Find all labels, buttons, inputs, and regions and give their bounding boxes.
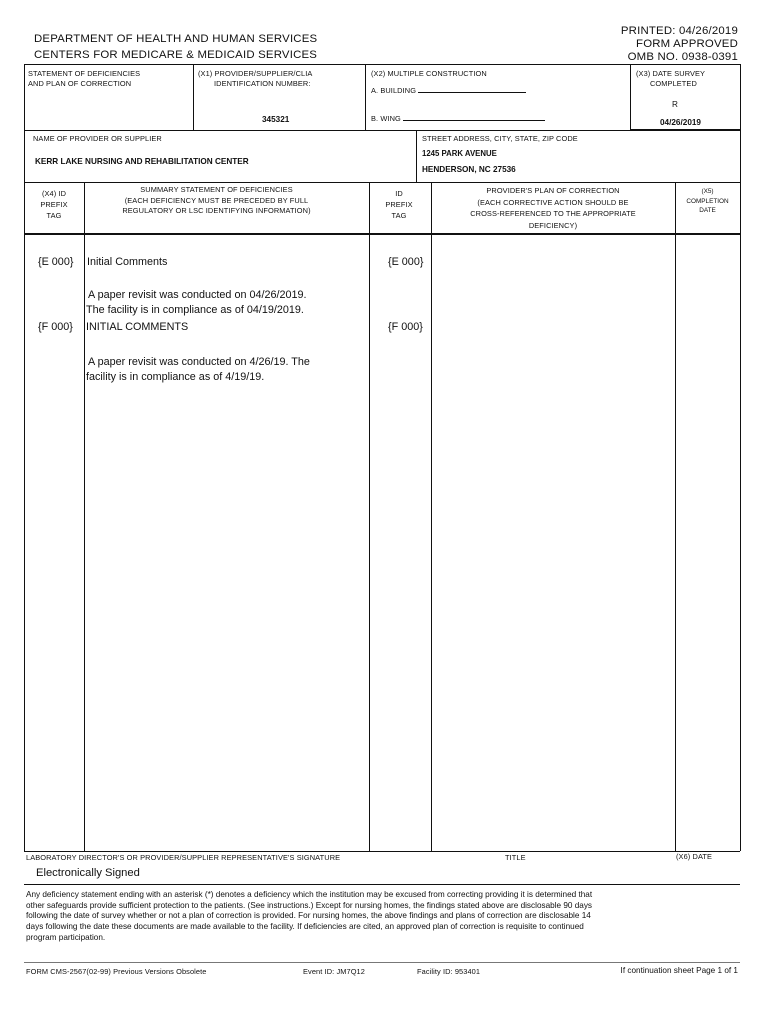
x4-header-line2: PREFIX [40, 200, 68, 209]
col-divider-1 [84, 182, 85, 851]
plan-header-line4: DEFICIENCY) [528, 220, 578, 230]
city-state-zip: HENDERSON, NC 27536 [422, 165, 516, 174]
provider-name-label: NAME OF PROVIDER OR SUPPLIER [33, 134, 162, 143]
plan-header-line3: CROSS-REFERENCED TO THE APPROPRIATE [470, 209, 636, 218]
plan-header-line1: PROVIDER'S PLAN OF CORRECTION [486, 186, 620, 195]
x1-label-line1: (X1) PROVIDER/SUPPLIER/CLIA [198, 69, 313, 78]
wing-text: B. WING [371, 114, 401, 123]
continuation-sheet: If continuation sheet Page 1 of 1 [620, 966, 738, 975]
disclaimer-line1: Any deficiency statement ending with an asterisk (*) denotes a deficiency which the institution may be excused from correcting providing it is determined that [26, 890, 593, 899]
event-id: Event ID: JM7Q12 [303, 967, 365, 976]
id-header-line3: TAG [391, 211, 407, 220]
facility-id: Facility ID: 953401 [417, 967, 481, 976]
id-prefix-header [369, 188, 429, 221]
x5-header-line2: COMPLETION [686, 197, 729, 205]
street-address: 1245 PARK AVENUE [422, 149, 497, 158]
printed-date: PRINTED: 04/26/2019 [620, 25, 738, 37]
x5-header-line3: DATE [699, 207, 716, 214]
x2-building-label [371, 86, 526, 95]
id-header-line1: ID [395, 189, 403, 198]
x5-header [675, 187, 740, 216]
provider-divider [416, 130, 417, 182]
right-border [740, 64, 741, 851]
summary-header-line3: REGULATORY OR LSC IDENTIFYING INFORMATION) [122, 206, 311, 215]
column-header-bottom [24, 233, 740, 235]
agency-name-line1: DEPARTMENT OF HEALTH AND HUMAN SERVICES [34, 33, 318, 45]
provider-block-bottom [24, 182, 740, 183]
wing-blank [403, 120, 545, 121]
plan-header-line2: (EACH CORRECTIVE ACTION SHOULD BE [477, 197, 629, 207]
entry-title-f000: INITIAL COMMENTS [86, 321, 189, 333]
title-label: TITLE [505, 853, 526, 862]
date-label: (X6) DATE [676, 852, 713, 861]
entry-text-e000-line1: A paper revisit was conducted on 04/26/2019. [88, 289, 307, 301]
x4-header-line3: TAG [46, 211, 62, 220]
id-block-bottom [24, 130, 740, 131]
entry-tag-f000: {F 000} [38, 321, 73, 333]
divider-x1 [193, 64, 194, 130]
entry-right-tag-f000: {F 000} [388, 321, 423, 333]
entry-title-e000: Initial Comments [87, 256, 168, 268]
top-border [24, 64, 740, 65]
x4-header [24, 188, 84, 221]
summary-header-line1: SUMMARY STATEMENT OF DEFICIENCIES [140, 185, 293, 194]
address-label: STREET ADDRESS, CITY, STATE, ZIP CODE [422, 134, 578, 143]
entry-tag-e000: {E 000} [38, 256, 74, 268]
col-divider-3 [431, 182, 432, 851]
x5-header-line1: (X5) [701, 188, 714, 195]
x3-label-line1: (X3) DATE SURVEY [636, 69, 706, 78]
col-divider-4 [675, 182, 676, 851]
x4-header-line1: (X4) ID [41, 189, 67, 198]
signature-value: Electronically Signed [36, 867, 140, 879]
x2-label: (X2) MULTIPLE CONSTRUCTION [371, 69, 487, 78]
footer-rule [24, 962, 740, 963]
provider-id-number: 345321 [262, 115, 290, 124]
entry-text-e000-line2: The facility is in compliance as of 04/19/2019. [86, 304, 304, 316]
building-text: A. BUILDING [371, 86, 417, 95]
statement-label-line2: AND PLAN OF CORRECTION [28, 79, 132, 88]
provider-name: KERR LAKE NURSING AND REHABILITATION CENTER [35, 157, 249, 166]
agency-name-line2: CENTERS FOR MEDICARE & MEDICAID SERVICES [34, 49, 318, 61]
entry-text-f000-line1: A paper revisit was conducted on 4/26/19. The [88, 356, 310, 368]
entry-right-tag-e000: {E 000} [388, 256, 424, 268]
statement-label-line1: STATEMENT OF DEFICIENCIES [28, 69, 141, 78]
disclaimer-line5: program participation. [26, 932, 106, 942]
divider-x3 [630, 64, 631, 130]
disclaimer-line3: following the date of survey whether or not a plan of correction is provided. For nursing homes, the above findings and plans of correction are disclosable 14 [26, 911, 591, 921]
disclaimer [26, 890, 592, 944]
building-blank [418, 92, 526, 93]
col-divider-2 [369, 182, 370, 851]
body-bottom [24, 851, 740, 852]
disclaimer-line4: days following the date these documents are made available to the facility. If deficiencies are cited, an approved plan of correction is requisite to continued [26, 922, 584, 932]
summary-header-line2: (EACH DEFICIENCY MUST BE PRECEDED BY FULL [124, 195, 309, 205]
x2-wing-label [371, 114, 545, 123]
summary-header [84, 185, 349, 217]
signature-label: LABORATORY DIRECTOR'S OR PROVIDER/SUPPLIER REPRESENTATIVE'S SIGNATURE [26, 853, 341, 862]
survey-date: 04/26/2019 [660, 118, 701, 127]
id-header-line2: PREFIX [385, 200, 413, 209]
survey-code: R [672, 100, 678, 109]
divider-x2 [365, 64, 366, 130]
plan-header [431, 185, 675, 231]
form-number: FORM CMS-2567(02-99) Previous Versions Obsolete [26, 967, 207, 976]
form-approved: FORM APPROVED [636, 38, 738, 50]
entry-text-f000-line2: facility is in compliance as of 4/19/19. [86, 371, 265, 383]
x3-label-line2: COMPLETED [650, 79, 697, 88]
signature-bottom [24, 884, 740, 885]
disclaimer-line2: other safeguards provide sufficient protection to the patients. (See instructions.) Except for nursing homes, the findings stated above are disclosable 90 days [26, 900, 593, 910]
x1-label-line2: IDENTIFICATION NUMBER: [214, 79, 311, 88]
omb-number: OMB NO. 0938-0391 [627, 51, 738, 63]
